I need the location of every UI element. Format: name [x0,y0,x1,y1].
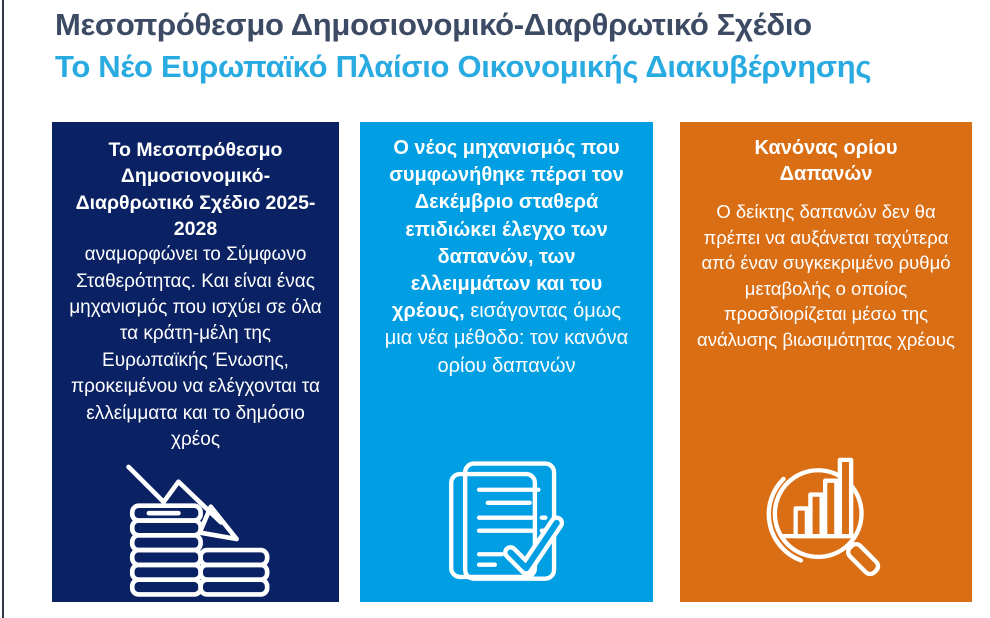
magnifier-bar-chart-icon [761,446,891,576]
card-body: Ο δείκτης δαπανών δεν θα πρέπει να αυξάνεται ταχύτερα από έναν συγκεκριμένο ρυθμό μεταβολής ο οποίος προσδιορίζεται μέσω της ανάλυσης βιωσιμότητας χρέους [697,201,955,350]
card-text-bold: Ο νέος μηχανισμός που συμφωνήθηκε πέρσι τον Δεκέμβριο σταθερά επιδιώκει έλεγχο των δαπανών, των ελλειμμάτων και του χρέους, [389,137,624,323]
card-medium-term-plan [52,122,339,602]
card-text [376,135,637,380]
coins-decline-icon [117,454,275,600]
page-edge-line [2,0,4,618]
card-text-regular: εισάγοντας όμως μια νέα μέθοδο: τον κανόνα ορίου δαπανών [384,300,629,377]
card-body: αναμορφώνει το Σύμφωνο Σταθερότητας. Και είναι ένας μηχανισμός που ισχύει σε όλα τα κράτη-μέλη της Ευρωπαϊκής Ένωσης, προκειμένου να ελέγχονται τα ελλείμματα και το δημόσιο χρέος [69,244,322,451]
card-new-mechanism [360,122,653,602]
page-title: Μεσοπρόθεσμο Δημοσιονομικό-Διαρθρωτικό Σχέδιο [55,7,812,42]
page-subtitle: Το Νέο Ευρωπαϊκό Πλαίσιο Οικονομικής Διακυβέρνησης [55,48,872,84]
card-heading: Κανόνας ορίου Δαπανών [754,137,898,185]
page-header [55,6,980,86]
card-expenditure-ceiling-rule [680,122,972,602]
document-check-icon [446,456,568,588]
card-heading: Το Μεσοπρόθεσμο Δημοσιονομικό-Διαρθρωτικό Σχέδιο 2025-2028 [75,139,316,240]
